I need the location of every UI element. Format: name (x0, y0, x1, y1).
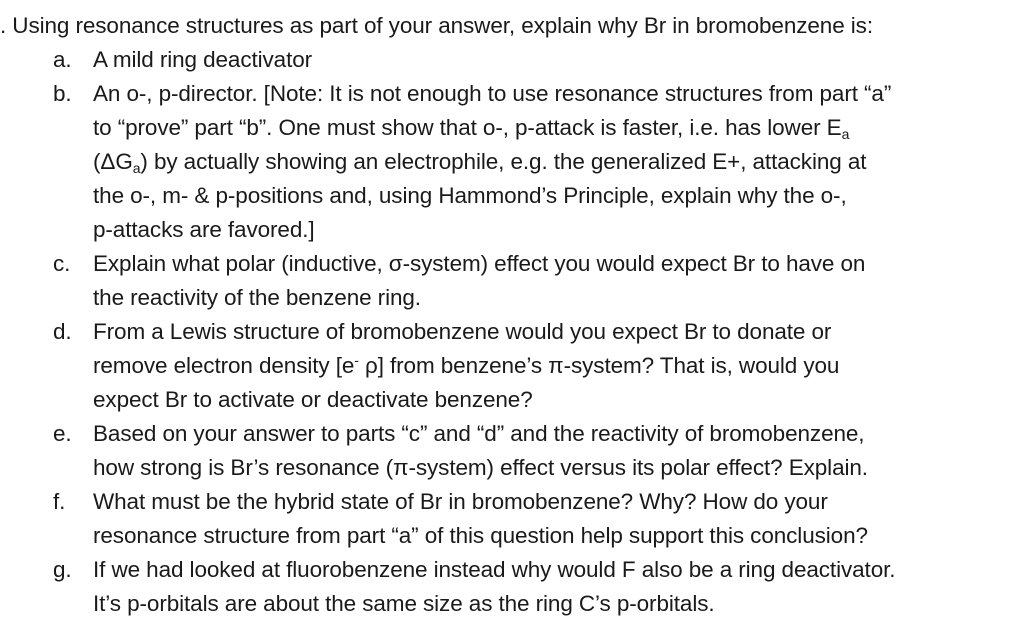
list-item-text: A mild ring deactivator (93, 47, 313, 72)
list-item-text: If we had looked at fluorobenzene instead why would F also be a ring deactivator. It’s p-orbitals are about the same size as the ring C’s p-orbitals. (93, 557, 896, 616)
list-marker: b. (53, 81, 72, 106)
list-marker: f. (53, 489, 66, 514)
question-prompt: . Using resonance structures as part of your answer, explain why Br in bromobenzene is: (0, 13, 873, 38)
list-marker: g. (53, 557, 72, 582)
list-marker: d. (53, 319, 72, 344)
list-marker: a. (53, 47, 72, 72)
list-marker: c. (53, 251, 71, 276)
list-item-text: From a Lewis structure of bromobenzene would you expect Br to donate or remove electron density [e- ρ] from benzene’s π-system? That is, would you expect Br to activate or deactivate benzene? (93, 319, 840, 412)
list-item-text: Based on your answer to parts “c” and “d” and the reactivity of bromobenzene, how strong is Br’s resonance (π-system) effect versus its polar effect? Explain. (93, 421, 868, 480)
list-item-text: An o-, p-director. [Note: It is not enough to use resonance structures from part “a” to “prove” part “b”. One must show that o-, p-attack is faster, i.e. has lower $E_a$ $(\Delta G_a)$ by actually showing an electrophile, e.g. the generalized E+, attacking at the o-, m- & p-positions and, using Hammond’s Principle, explain why the o-, p-attacks are favored.] (93, 81, 892, 242)
list-item-text: What must be the hybrid state of Br in bromobenzene? Why? How do your resonance structure from part “a” of this question help support this conclusion? (93, 489, 868, 548)
list-marker: e. (53, 421, 72, 446)
list-item-text: Explain what polar (inductive, σ-system) effect you would expect Br to have on the reactivity of the benzene ring. (93, 251, 866, 310)
